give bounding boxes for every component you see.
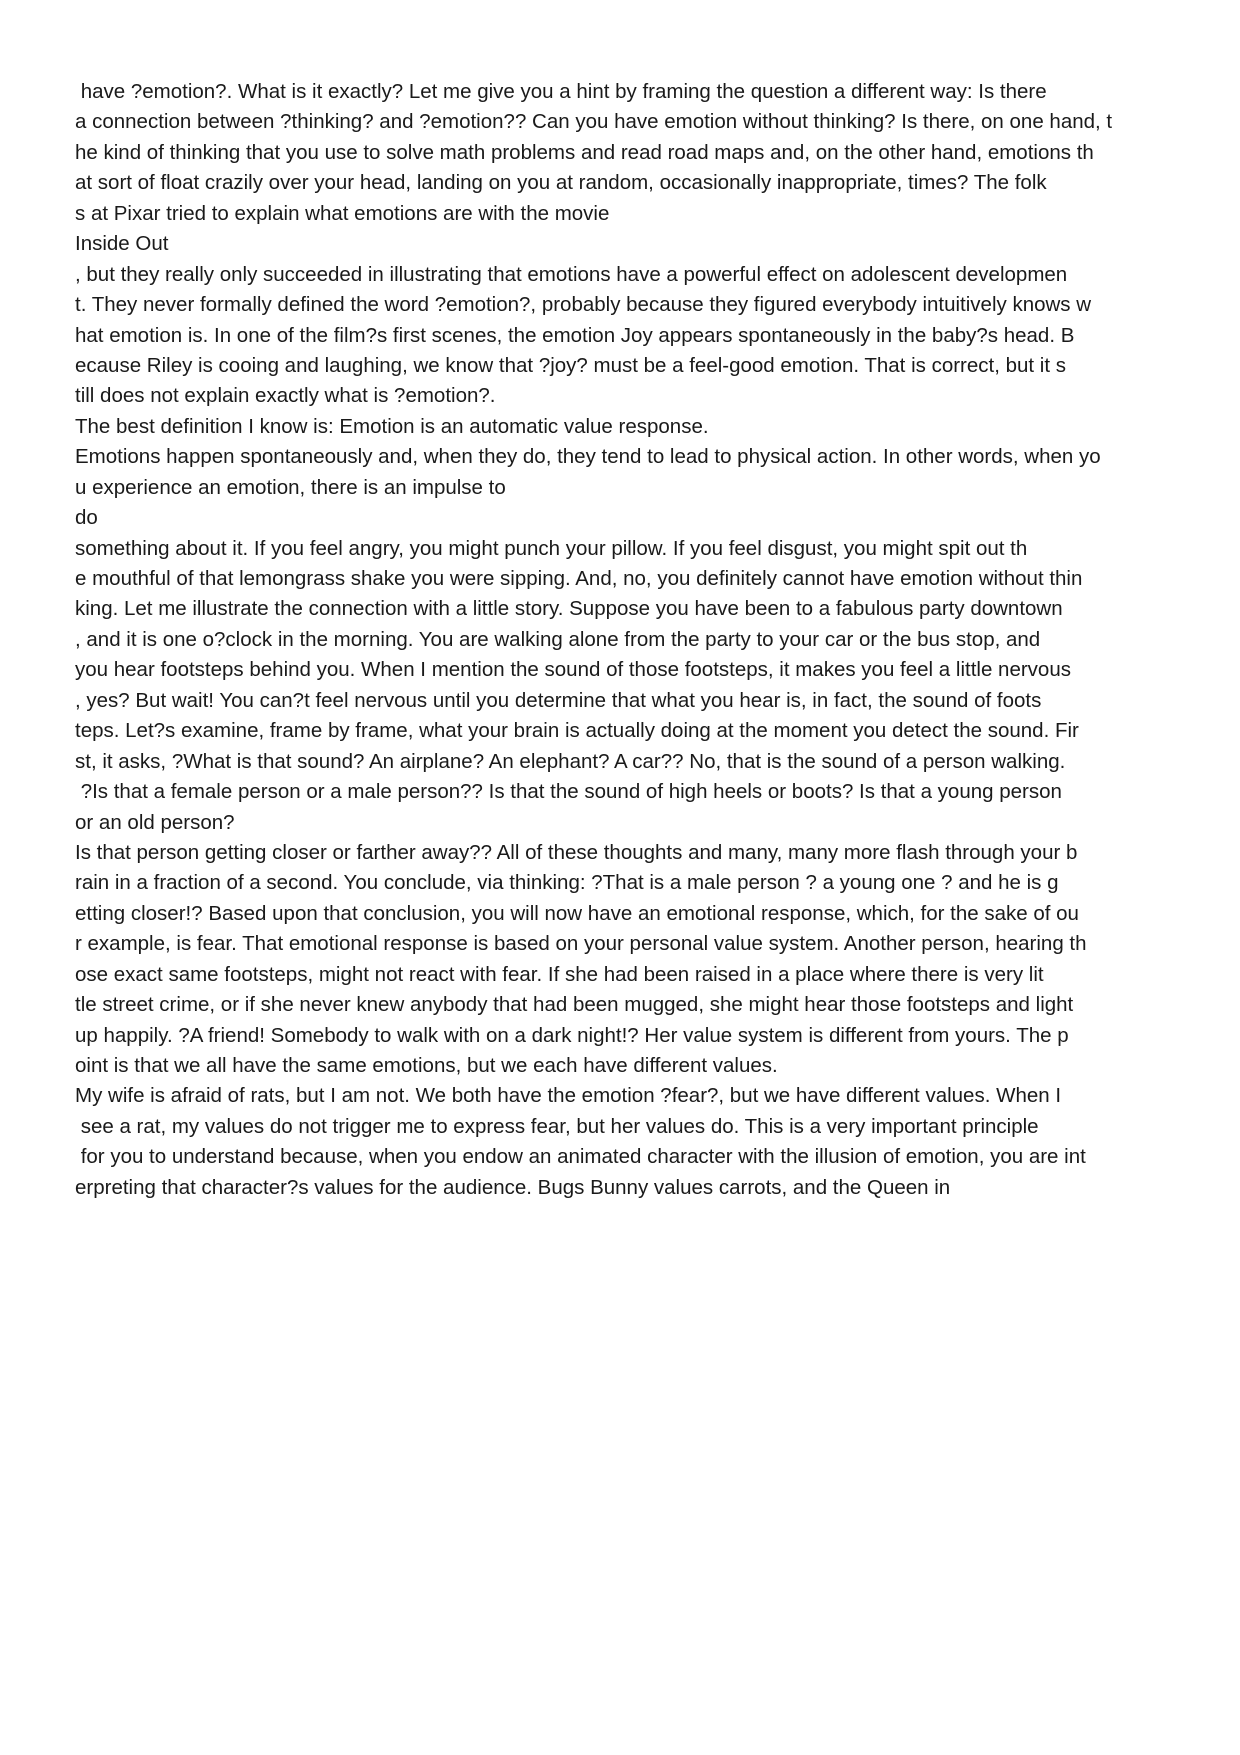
text-line: you hear footsteps behind you. When I mention the sound of those footsteps, it makes you feel a little nervous (75, 658, 1071, 682)
text-line: oint is that we all have the same emotions, but we each have different values. (75, 1054, 778, 1077)
text-line: for you to understand because, when you endow an animated character with the illusion of emotion, you are int (75, 1145, 1086, 1169)
text-line: u experience an emotion, there is an impulse to (75, 475, 506, 499)
text-line: do (75, 506, 98, 530)
text-line: see a rat, my values do not trigger me to express fear, but her values do. This is a very important principle (75, 1114, 1039, 1138)
text-line: , but they really only succeeded in illustrating that emotions have a powerful effect on adolescent developmen (75, 262, 1068, 286)
text-line: , yes? But wait! You can?t feel nervous until you determine that what you hear is, in fact, the sound of foots (75, 688, 1042, 712)
text-line: he kind of thinking that you use to solve math problems and read road maps and, on the other hand, emotions th (75, 140, 1094, 164)
text-line: or an old person? (75, 810, 235, 834)
text-line: ose exact same footsteps, might not react with fear. If she had been raised in a place where there is very lit (75, 962, 1044, 986)
text-line: Is that person getting closer or farther away?? All of these thoughts and many, many more flash through your b (75, 840, 1078, 864)
text-line: ?Is that a female person or a male person?? Is that the sound of high heels or boots? Is that a young person (75, 780, 1062, 804)
text-line: at sort of float crazily over your head, landing on you at random, occasionally inappropriate, times? The folk (75, 171, 1047, 195)
text-line: king. Let me illustrate the connection with a little story. Suppose you have been to a fabulous party downtown (75, 597, 1063, 621)
text-line: hat emotion is. In one of the film?s first scenes, the emotion Joy appears spontaneously in the baby?s head. B (75, 323, 1075, 347)
text-line: Emotions happen spontaneously and, when they do, they tend to lead to physical action. In other words, when yo (75, 445, 1101, 469)
text-line: e mouthful of that lemongrass shake you were sipping. And, no, you definitely cannot have emotion without thin (75, 567, 1083, 590)
text-line: My wife is afraid of rats, but I am not. We both have the emotion ?fear?, but we have different values. When I (75, 1084, 1062, 1108)
text-line: tle street crime, or if she never knew anybody that had been mugged, she might hear those footsteps and light (75, 993, 1074, 1017)
text-line: , and it is one o?clock in the morning. You are walking alone from the party to your car or the bus stop, and (75, 627, 1041, 651)
document-body-text (75, 77, 1175, 1203)
text-line: s at Pixar tried to explain what emotions are with the movie (75, 201, 610, 225)
text-line: a connection between ?thinking? and ?emotion?? Can you have emotion without thinking? Is there, on one hand, t (75, 110, 1113, 134)
text-line: erpreting that character?s values for the audience. Bugs Bunny values carrots, and the Queen in (75, 1175, 951, 1199)
text-line: have ?emotion?. What is it exactly? Let me give you a hint by framing the question a different way: Is there (75, 80, 1047, 103)
text-line: till does not explain exactly what is ?emotion?. (75, 384, 496, 408)
text-line: The best definition I know is: Emotion is an automatic value response. (75, 414, 709, 438)
text-line: r example, is fear. That emotional response is based on your personal value system. Another person, hearing th (75, 932, 1087, 956)
text-line: ecause Riley is cooing and laughing, we know that ?joy? must be a feel-good emotion. That is correct, but it s (75, 353, 1067, 377)
text-line: something about it. If you feel angry, you might punch your pillow. If you feel disgust, you might spit out th (75, 536, 1028, 560)
text-line: st, it asks, ?What is that sound? An airplane? An elephant? A car?? No, that is the sound of a person walking. (75, 749, 1066, 773)
text-line: t. They never formally defined the word ?emotion?, probably because they figured everybody intuitively knows w (75, 293, 1092, 317)
text-line: teps. Let?s examine, frame by frame, what your brain is actually doing at the moment you detect the sound. Fir (75, 719, 1079, 743)
text-line: up happily. ?A friend! Somebody to walk with on a dark night!? Her value system is different from yours. The p (75, 1023, 1069, 1047)
text-line: etting closer!? Based upon that conclusion, you will now have an emotional response, which, for the sake of ou (75, 901, 1079, 925)
text-line: Inside Out (75, 232, 169, 256)
text-line: rain in a fraction of a second. You conclude, via thinking: ?That is a male person ? a young one ? and he is g (75, 871, 1059, 895)
